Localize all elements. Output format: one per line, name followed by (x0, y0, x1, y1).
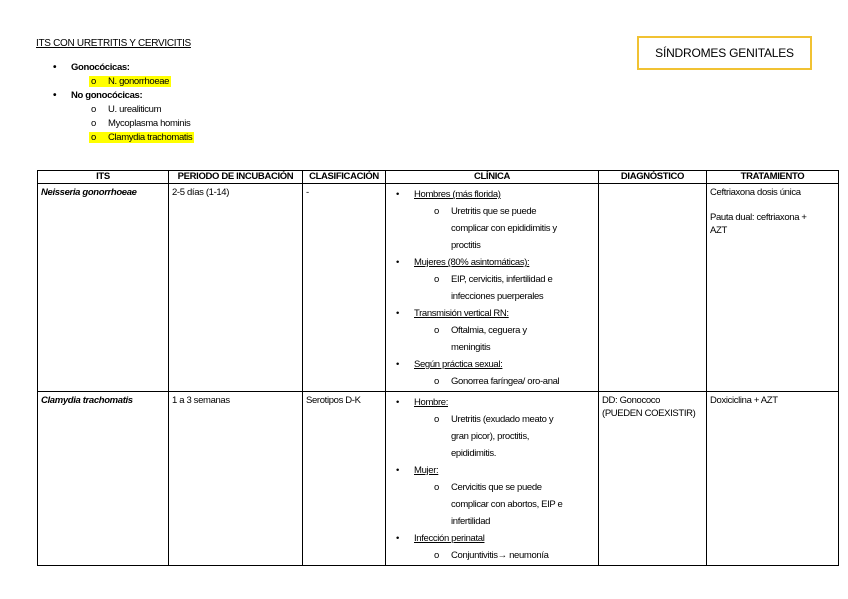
bullet-icon: • (53, 89, 57, 101)
clinical-subitem-text: meningitis (451, 342, 491, 353)
clinical-subitem-text: Conjuntivitis→ neumonía (451, 550, 549, 561)
treatment-line: Pauta dual: ceftriaxona + (710, 212, 807, 223)
column-header: DIAGNÓSTICO (599, 171, 707, 184)
table-header-row (38, 171, 839, 184)
bullet-icon: • (396, 189, 399, 200)
clinical-subitem-text: gran picor), proctitis, (451, 431, 530, 442)
outline-subitem-text: U. urealiticum (108, 103, 162, 115)
cell-incubation: 2-5 días (1-14) (169, 184, 303, 392)
sub-bullet-icon: o (434, 206, 439, 217)
clinical-subitem-continuation (396, 428, 596, 445)
outline-subitem (53, 116, 194, 130)
sub-bullet-icon: o (434, 414, 439, 425)
clinical-subitem-text: Uretritis que se puede (451, 206, 537, 217)
clinical-subitem-text: proctitis (451, 240, 481, 251)
cell-diagnosis (599, 184, 707, 392)
outline-item-non-gonococcal (53, 88, 194, 102)
clinical-subitem-text: Gonorrea faríngea/ oro-anal (451, 376, 560, 387)
sub-bullet-icon: o (91, 117, 96, 129)
cell-its: Clamydia trachomatis (38, 392, 169, 566)
outline-subitem-text: N. gonorrhoeae (108, 75, 170, 87)
cell-treatment (707, 392, 839, 566)
sub-bullet-icon: o (434, 274, 439, 285)
clinical-subitem-continuation (396, 220, 596, 237)
sub-bullet-icon: o (434, 376, 439, 387)
diagnosis-line: (PUEDEN COEXISTIR) (602, 408, 696, 419)
bullet-icon: • (53, 61, 57, 73)
clinical-item (396, 394, 596, 411)
outline-item-gonococcal (53, 60, 194, 74)
cell-classification: Serotipos D-K (303, 392, 386, 566)
outline-subitem-text: Mycoplasma hominis (108, 117, 191, 129)
outline-subitem (53, 130, 194, 144)
outline-label: No gonocócicas: (71, 89, 143, 101)
clinical-item-title: Según práctica sexual: (414, 359, 503, 370)
its-outline-list (53, 60, 194, 144)
column-header: CLASIFICACIÓN (303, 171, 386, 184)
bullet-icon: • (396, 465, 399, 476)
page-heading: ITS CON URETRITIS Y CERVICITIS (36, 38, 191, 49)
clinical-item-title: Mujeres (80% asintomáticas): (414, 257, 530, 268)
clinical-subitem (396, 411, 596, 428)
clinical-subitem (396, 373, 596, 390)
clinical-subitem (396, 479, 596, 496)
outline-subitem (53, 74, 194, 88)
clinical-item (396, 186, 596, 203)
clinical-subitem (396, 322, 596, 339)
bullet-icon: • (396, 257, 399, 268)
clinical-item-title: Transmisión vertical RN: (414, 308, 509, 319)
table-row (38, 392, 839, 566)
table-row (38, 184, 839, 392)
diagnosis-line: DD: Gonococo (602, 395, 661, 406)
clinical-item-title: Hombre: (414, 397, 448, 408)
clinical-subitem-text: EIP, cervicitis, infertilidad e (451, 274, 553, 285)
outline-label: Gonocócicas: (71, 61, 130, 73)
clinical-subitem (396, 547, 596, 564)
treatment-line: Ceftriaxona dosis única (710, 187, 801, 198)
bullet-icon: • (396, 308, 399, 319)
its-table (37, 170, 839, 566)
sub-bullet-icon: o (434, 325, 439, 336)
clinical-item-title: Mujer: (414, 465, 439, 476)
clinical-subitem-continuation (396, 513, 596, 530)
column-header: ITS (38, 171, 169, 184)
section-title: SÍNDROMES GENITALES (655, 46, 794, 60)
clinical-subitem-continuation (396, 445, 596, 462)
treatment-line: Doxiciclina + AZT (710, 395, 778, 406)
clinical-item (396, 305, 596, 322)
clinical-subitem (396, 203, 596, 220)
outline-subitem-text: Clamydia trachomatis (108, 131, 193, 143)
cell-classification: - (303, 184, 386, 392)
clinical-subitem-text: complicar con abortos, EIP e (451, 499, 563, 510)
outline-subitem (53, 102, 194, 116)
clinical-item (396, 530, 596, 547)
cell-its: Neisseria gonorrhoeae (38, 184, 169, 392)
cell-treatment (707, 184, 839, 392)
cell-clinical (386, 392, 599, 566)
clinical-subitem-text: complicar con epididimitis y (451, 223, 557, 234)
treatment-line: AZT (710, 225, 727, 236)
sub-bullet-icon: o (91, 75, 96, 87)
column-header: CLÍNICA (386, 171, 599, 184)
clinical-item (396, 356, 596, 373)
cell-diagnosis (599, 392, 707, 566)
section-title-box (637, 36, 812, 70)
clinical-subitem-text: Oftalmia, ceguera y (451, 325, 527, 336)
clinical-subitem-continuation (396, 339, 596, 356)
clinical-item (396, 254, 596, 271)
sub-bullet-icon: o (434, 550, 439, 561)
clinical-subitem-continuation (396, 288, 596, 305)
column-header: PERIODO DE INCUBACIÓN (169, 171, 303, 184)
sub-bullet-icon: o (91, 103, 96, 115)
clinical-subitem-text: infertilidad (451, 516, 491, 527)
clinical-subitem-continuation (396, 496, 596, 513)
cell-incubation: 1 a 3 semanas (169, 392, 303, 566)
clinical-item (396, 462, 596, 479)
clinical-subitem (396, 271, 596, 288)
clinical-subitem-text: Cervicitis que se puede (451, 482, 542, 493)
cell-clinical (386, 184, 599, 392)
column-header: TRATAMIENTO (707, 171, 839, 184)
bullet-icon: • (396, 397, 399, 408)
clinical-subitem-text: infecciones puerperales (451, 291, 544, 302)
sub-bullet-icon: o (434, 482, 439, 493)
sub-bullet-icon: o (91, 131, 96, 143)
clinical-subitem-continuation (396, 237, 596, 254)
clinical-item-title: Hombres (más florida) (414, 189, 501, 200)
bullet-icon: • (396, 359, 399, 370)
bullet-icon: • (396, 533, 399, 544)
clinical-subitem-text: Uretritis (exudado meato y (451, 414, 554, 425)
clinical-item-title: Infección perinatal (414, 533, 485, 544)
clinical-subitem-text: epididimitis. (451, 448, 497, 459)
